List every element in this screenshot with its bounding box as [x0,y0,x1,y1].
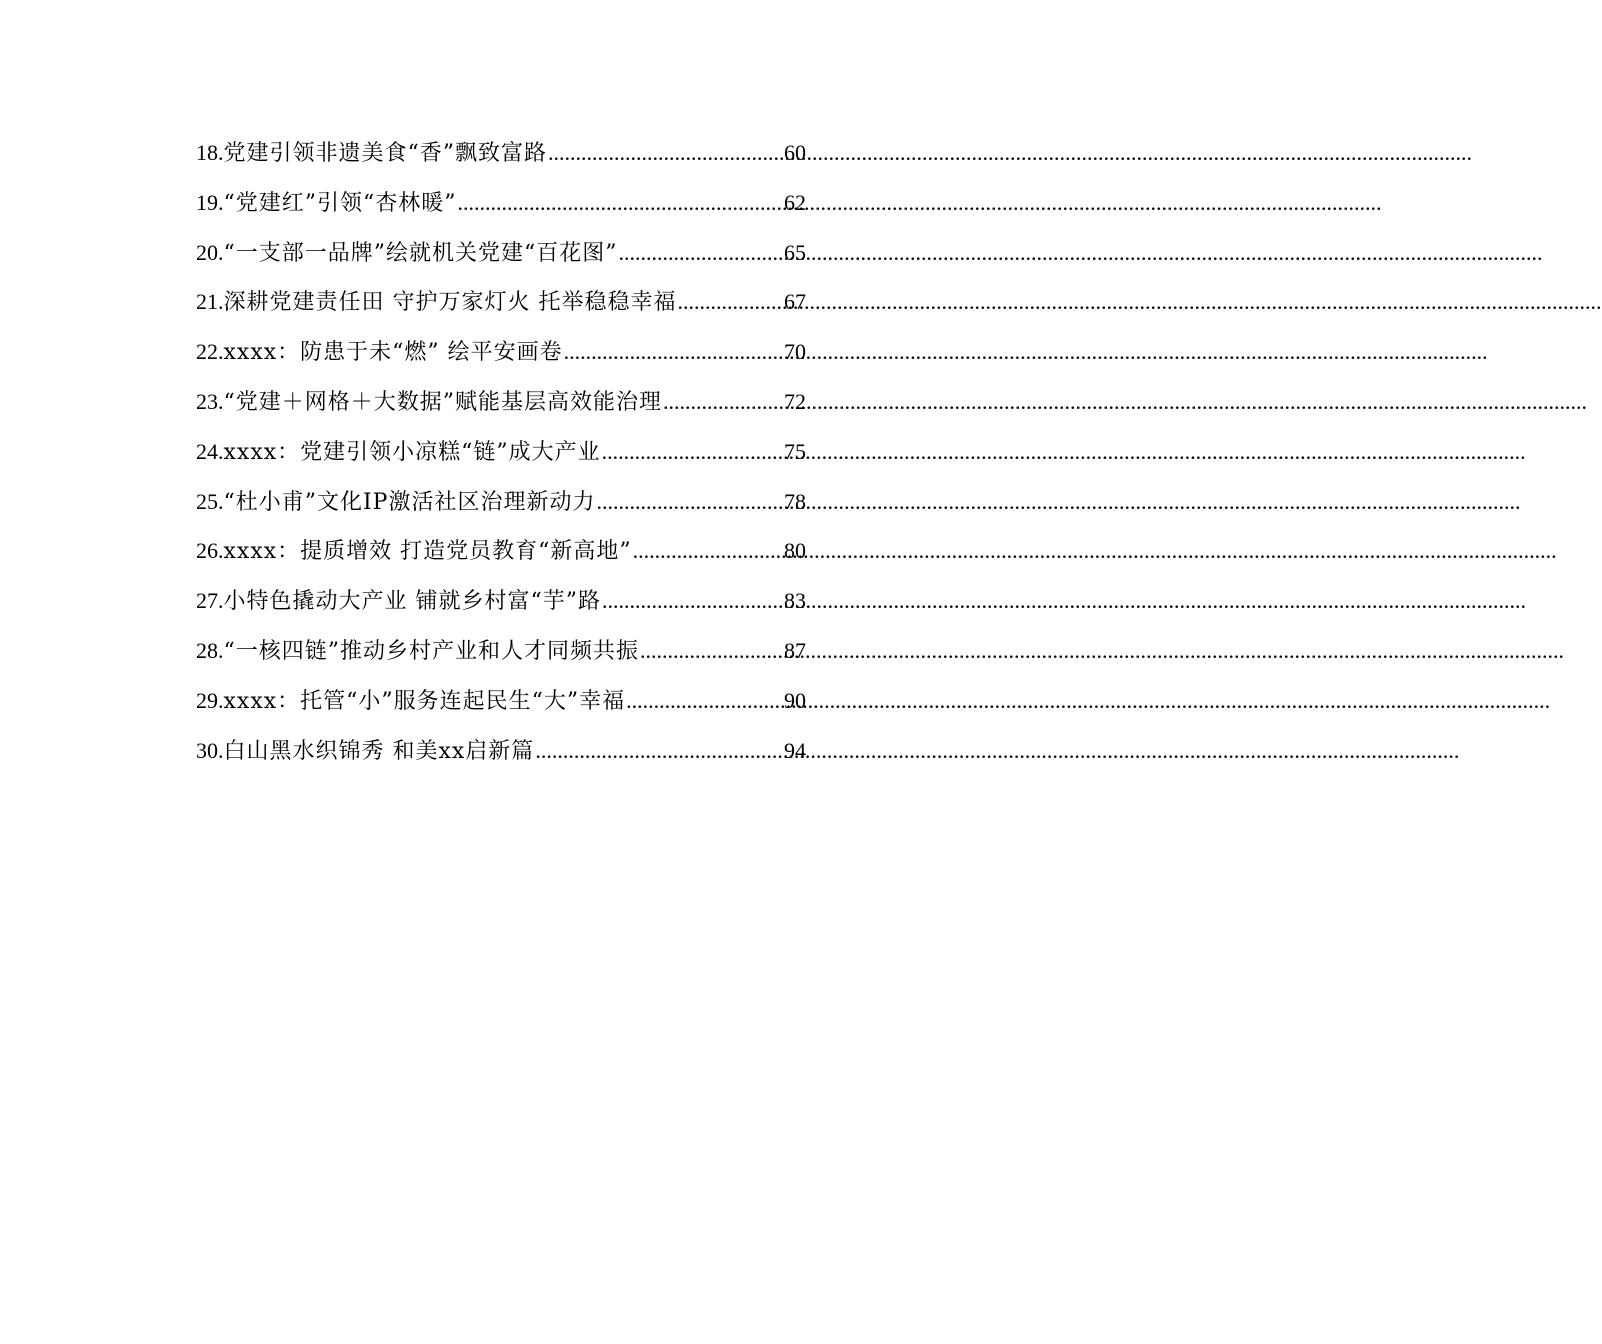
toc-entry-page: 62 [784,189,806,215]
toc-entry-page: 94 [784,737,806,763]
toc-dot-leader [548,128,783,178]
toc-entry-title: “一核四链”推动乡村产业和人才同频共振 [223,638,639,664]
toc-entry-title: “党建红”引领“杏林暖” [223,190,457,216]
toc-entry-number: 21. [196,289,224,315]
toc-entry-page: 67 [784,289,806,315]
toc-entry-number: 23. [196,388,224,414]
toc-entry-title: xxxx：党建引领小凉糕“链”成大产业 [223,439,601,465]
toc-entry[interactable] [196,676,806,726]
toc-entry-page: 75 [784,438,806,464]
toc-dot-leader [597,477,784,527]
toc-entry-number: 22. [196,339,224,365]
toc-entry[interactable] [196,228,806,278]
toc-dot-leader [535,726,783,776]
toc-entry-number: 24. [196,438,224,464]
toc-entry[interactable] [196,327,806,377]
toc-entry-title: “党建＋网格＋大数据”赋能基层高效能治理 [223,389,662,415]
toc-dot-leader [626,676,783,726]
toc-entry-title: “一支部一品牌”绘就机关党建“百花图” [223,240,618,266]
toc-dot-leader [602,576,783,626]
toc-entry-number: 26. [196,538,224,564]
toc-entry[interactable] [196,726,806,776]
toc-entry-page: 78 [784,488,806,514]
toc-entry[interactable] [196,477,806,527]
table-of-contents [196,128,806,775]
toc-entry-number: 25. [196,488,224,514]
toc-entry-number: 20. [196,239,224,265]
toc-dot-leader [663,377,783,427]
toc-entry-title: 党建引领非遗美食“香”飘致富路 [223,141,547,166]
toc-dot-leader [458,178,784,228]
toc-entry-page: 80 [784,538,806,564]
toc-entry[interactable] [196,576,806,626]
toc-entry-title: 小特色撬动大产业 铺就乡村富“芋”路 [223,589,601,615]
toc-entry-number: 30. [196,737,224,763]
toc-entry-page: 83 [784,588,806,614]
toc-entry-number: 19. [196,189,224,215]
toc-entry-number: 28. [196,637,224,663]
toc-entry-page: 87 [784,637,806,663]
toc-entry-number: 18. [196,140,224,165]
toc-entry-title: xxxx：托管“小”服务连起民生“大”幸福 [223,688,626,714]
toc-dot-leader [602,427,783,477]
toc-entry-page: 70 [784,339,806,365]
toc-dot-leader [640,626,783,676]
toc-dot-leader [678,277,784,327]
toc-entry-title: xxxx：防患于未“燃” 绘平安画卷 [223,340,563,366]
toc-entry-page: 60 [784,140,806,165]
toc-entry[interactable] [196,427,806,477]
toc-entry-page: 65 [784,239,806,265]
toc-dot-leader [564,327,783,377]
toc-entry[interactable] [196,178,806,228]
toc-dot-leader [633,526,783,576]
toc-entry-page: 90 [784,687,806,713]
toc-entry-title: 深耕党建责任田 守护万家灯火 托举稳稳幸福 [223,290,677,316]
toc-dot-leader [619,228,784,278]
toc-entry-number: 27. [196,588,224,614]
toc-entry[interactable] [196,377,806,427]
toc-entry-number: 29. [196,687,224,713]
toc-entry[interactable] [196,626,806,676]
toc-entry[interactable] [196,526,806,576]
toc-entry-title: 白山黑水织锦秀 和美xx启新篇 [223,738,535,764]
toc-entry[interactable] [196,277,806,327]
toc-entry-page: 72 [784,388,806,414]
toc-entry[interactable] [196,128,806,178]
toc-entry-title: xxxx：提质增效 打造党员教育“新高地” [223,539,632,565]
toc-entry-title: “杜小甫”文化IP激活社区治理新动力 [223,489,596,515]
